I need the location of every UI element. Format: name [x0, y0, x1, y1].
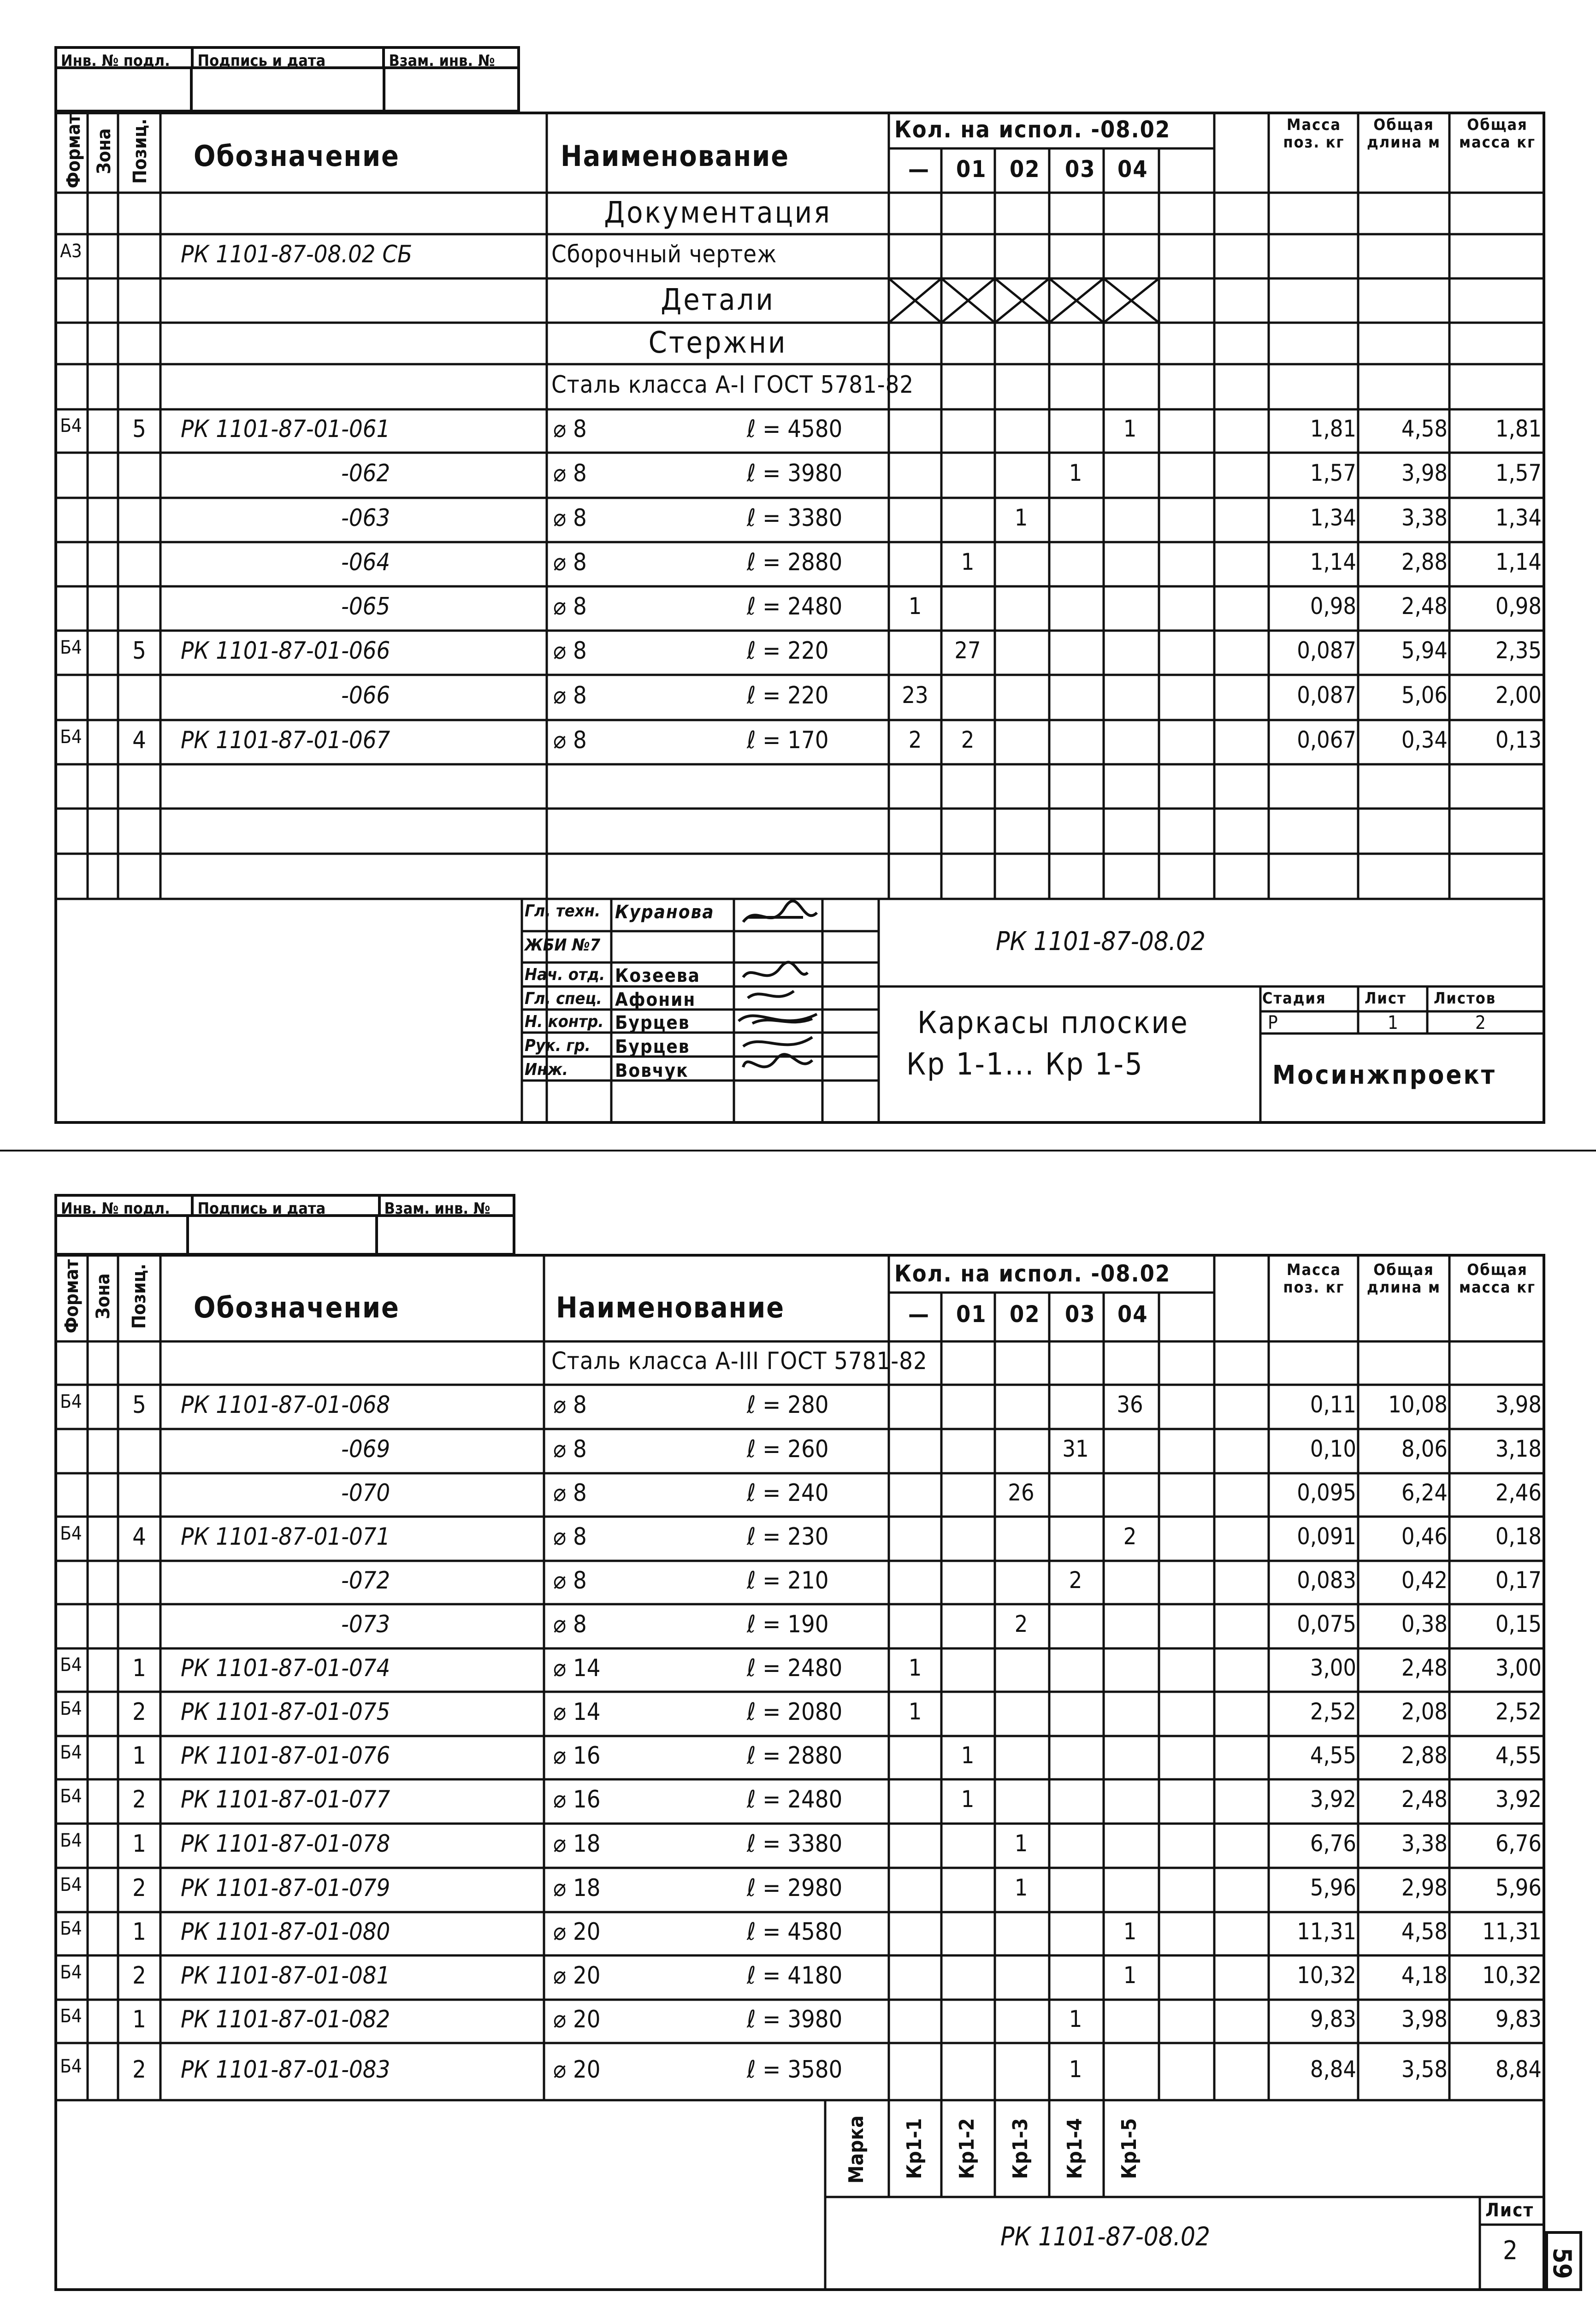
row-length-total: 4,18 [1401, 1962, 1448, 1989]
row-qty: 1 [1123, 1962, 1137, 1989]
bottom-sheet-label: Лист [1485, 2200, 1534, 2221]
row-length-total: 3,38 [1401, 1830, 1448, 1857]
title-block-sheets: 2 [1475, 1012, 1486, 1033]
row-mass: 3,92 [1310, 1786, 1356, 1813]
row-diameter: ⌀ 16 [553, 1786, 601, 1813]
header2-qty-col2: 02 [1010, 1301, 1040, 1328]
row-mass: 0,98 [1310, 593, 1356, 620]
header-name-top: Наименование [561, 139, 790, 173]
row-diameter: ⌀ 8 [553, 1435, 587, 1463]
row-qty: 1 [1014, 1830, 1028, 1857]
row-diameter: ⌀ 20 [553, 1962, 601, 1990]
title-block-sheet: 1 [1388, 1012, 1398, 1033]
row-length-total: 4,58 [1401, 415, 1448, 442]
row-length: ℓ = 170 [747, 726, 829, 754]
row-length-total: 3,38 [1401, 504, 1448, 531]
row-length: ℓ = 2480 [747, 593, 843, 620]
row-length: ℓ = 220 [747, 637, 829, 665]
row-mass-total: 0,18 [1495, 1523, 1542, 1550]
row-qty: 2 [908, 726, 922, 753]
title-block-doc: РК 1101-87-08.02 [996, 927, 1206, 957]
row-position: 4 [132, 726, 146, 754]
row-format: Б4 [60, 1830, 82, 1851]
row-designation: РК 1101-87-01-074 [181, 1654, 390, 1682]
title-block-sheet-label: Лист [1365, 989, 1407, 1008]
header-pos-top: Позиц. [130, 118, 151, 184]
row-length: ℓ = 220 [747, 682, 829, 709]
row-mass-total: 3,98 [1495, 1391, 1542, 1418]
row-position: 2 [132, 1874, 146, 1902]
header2-qty-top: Кол. на испол. -08.02 [894, 1260, 1171, 1287]
row-designation: -065 [341, 593, 390, 620]
row-diameter: ⌀ 8 [553, 1391, 587, 1419]
row-mass: 1,81 [1310, 415, 1356, 442]
row-length-total: 5,94 [1401, 637, 1448, 664]
row-mass: 1,57 [1310, 460, 1356, 486]
row-mass-total: 4,55 [1495, 1742, 1542, 1769]
row-position: 2 [132, 1786, 146, 1813]
row-mass-total: 1,34 [1495, 504, 1542, 531]
row-qty: 1 [1123, 1918, 1137, 1945]
row-designation: -066 [341, 682, 390, 709]
row-designation: РК 1101-87-08.02 СБ [181, 241, 413, 268]
row-diameter: ⌀ 8 [553, 460, 587, 487]
row-length: ℓ = 4180 [747, 1962, 843, 1990]
row-position: 1 [132, 2006, 146, 2033]
bottom-sheet-number: 2 [1503, 2236, 1518, 2266]
row-format: Б4 [60, 637, 82, 658]
row-length-total: 0,46 [1401, 1523, 1448, 1550]
stamp-inv-label: Инв. № подл. [57, 49, 194, 66]
row-length: ℓ = 2080 [747, 1698, 843, 1726]
row-format: Б4 [60, 2056, 82, 2077]
mark-4: Кр1-4 [1063, 2118, 1087, 2179]
mark-5: Кр1-5 [1117, 2118, 1141, 2179]
row-mass-total: 6,76 [1495, 1830, 1542, 1857]
row-diameter: ⌀ 8 [553, 1567, 587, 1594]
row-qty: 1 [961, 1742, 975, 1769]
row-length: ℓ = 4580 [747, 1918, 843, 1946]
row-mass-total: 11,31 [1482, 1918, 1542, 1945]
bottom-doc: РК 1101-87-08.02 [1000, 2222, 1210, 2252]
row-length-total: 2,48 [1401, 1654, 1448, 1681]
row-length: ℓ = 2980 [747, 1874, 843, 1902]
row-name: Документация [604, 196, 832, 230]
marks-label: Марка [845, 2115, 868, 2184]
header-qty-col0: — [908, 156, 930, 183]
row-mass: 11,31 [1297, 1918, 1356, 1945]
row-position: 5 [132, 1391, 146, 1419]
header-qty-col3: 03 [1065, 156, 1096, 183]
title-block-name: Бурцев [615, 1036, 690, 1057]
row-length-total: 10,08 [1388, 1391, 1448, 1418]
header-qty-col1: 01 [956, 156, 987, 183]
header2-qty-col1: 01 [956, 1301, 987, 1328]
row-designation: РК 1101-87-01-082 [181, 2006, 390, 2033]
row-position: 1 [132, 1830, 146, 1858]
header-format-top: Формат [63, 114, 84, 189]
row-diameter: ⌀ 8 [553, 1479, 587, 1507]
row-length-total: 2,48 [1401, 593, 1448, 620]
title-block-name: Бурцев [615, 1012, 690, 1033]
row-mass-total: 2,46 [1495, 1479, 1542, 1506]
row-mass: 10,32 [1297, 1962, 1356, 1989]
row-position: 5 [132, 415, 146, 443]
row-length: ℓ = 2480 [747, 1786, 843, 1813]
row-mass-total: 3,18 [1495, 1435, 1542, 1462]
row-diameter: ⌀ 18 [553, 1874, 601, 1902]
row-designation: -063 [341, 504, 390, 532]
row-position: 2 [132, 1962, 146, 1990]
row-mass-total: 2,00 [1495, 682, 1542, 709]
row-mass-total: 1,57 [1495, 460, 1542, 486]
row-diameter: ⌀ 8 [553, 637, 587, 665]
row-designation: РК 1101-87-01-075 [181, 1698, 390, 1726]
page-number: 59 [1548, 2248, 1577, 2279]
row-format: Б4 [60, 1523, 82, 1544]
row-designation: -073 [341, 1611, 390, 1638]
title-block-stage-label: Стадия [1262, 989, 1326, 1008]
row-mass: 0,10 [1310, 1435, 1356, 1462]
row-diameter: ⌀ 8 [553, 415, 587, 443]
row-length-total: 3,98 [1401, 460, 1448, 486]
row-length-total: 8,06 [1401, 1435, 1448, 1462]
row-mass-total: 3,00 [1495, 1654, 1542, 1681]
header2-total-mass: Общая масса кг [1459, 1261, 1536, 1297]
row-length-total: 0,34 [1401, 726, 1448, 753]
row-length-total: 3,98 [1401, 2006, 1448, 2032]
row-designation: РК 1101-87-01-066 [181, 637, 390, 665]
header-format-bottom: Формат [61, 1259, 83, 1334]
row-diameter: ⌀ 20 [553, 2056, 601, 2084]
row-position: 5 [132, 637, 146, 665]
row-qty: 2 [1069, 1567, 1082, 1594]
row-qty: 2 [961, 726, 975, 753]
row-position: 2 [132, 1698, 146, 1726]
row-designation: РК 1101-87-01-068 [181, 1391, 390, 1419]
row-mass: 0,11 [1310, 1391, 1356, 1418]
title-block-role: Гл. техн. [525, 902, 601, 921]
title-block-role: Гл. спец. [525, 989, 602, 1008]
row-mass: 3,00 [1310, 1654, 1356, 1681]
row-mass: 1,34 [1310, 504, 1356, 531]
header-pos-bottom: Позиц. [129, 1264, 150, 1329]
row-length: ℓ = 4580 [747, 415, 843, 443]
header-name-bottom: Наименование [556, 1291, 785, 1324]
header-qty-col4: 04 [1117, 156, 1148, 183]
row-format: Б4 [60, 415, 82, 437]
mark-1: Кр1-1 [903, 2118, 926, 2179]
row-designation: РК 1101-87-01-071 [181, 1523, 390, 1551]
row-mass: 0,095 [1297, 1479, 1356, 1506]
row-length: ℓ = 230 [747, 1523, 829, 1551]
row-diameter: ⌀ 8 [553, 1523, 587, 1551]
row-format: Б4 [60, 726, 82, 748]
header-qty-col2: 02 [1010, 156, 1040, 183]
header2-qty-col3: 03 [1065, 1301, 1096, 1328]
row-length-total: 0,38 [1401, 1611, 1448, 1637]
row-qty: 2 [1014, 1611, 1028, 1637]
row-designation: РК 1101-87-01-081 [181, 1962, 390, 1990]
row-length: ℓ = 240 [747, 1479, 829, 1507]
row-length-total: 2,48 [1401, 1786, 1448, 1813]
row-designation: РК 1101-87-01-077 [181, 1786, 390, 1813]
row-length: ℓ = 210 [747, 1567, 829, 1594]
row-diameter: ⌀ 14 [553, 1654, 601, 1682]
row-mass-total: 2,52 [1495, 1698, 1542, 1725]
row-position: 4 [132, 1523, 146, 1551]
title-block-name: Куранова [615, 902, 715, 923]
row-length: ℓ = 2480 [747, 1654, 843, 1682]
header-total-mass-top: Общая масса кг [1459, 116, 1536, 152]
row-qty: 1 [908, 1654, 922, 1681]
title-block-role: Нач. отд. [525, 965, 605, 984]
row-length-total: 4,58 [1401, 1918, 1448, 1945]
row-length: ℓ = 3380 [747, 1830, 843, 1858]
row-diameter: ⌀ 8 [553, 593, 587, 620]
row-qty: 26 [1008, 1479, 1034, 1506]
row-mass: 6,76 [1310, 1830, 1356, 1857]
row-length-total: 2,98 [1401, 1874, 1448, 1901]
title-block-stage: Р [1268, 1012, 1278, 1033]
row-length-total: 3,58 [1401, 2056, 1448, 2083]
title-block-role: Инж. [525, 1060, 568, 1079]
row-mass: 8,84 [1310, 2056, 1356, 2083]
row-length: ℓ = 3980 [747, 460, 843, 487]
row-length: ℓ = 2880 [747, 549, 843, 576]
title-block-org: Мосинжпроект [1272, 1060, 1496, 1090]
row-mass-total: 10,32 [1482, 1962, 1542, 1989]
row-diameter: ⌀ 14 [553, 1698, 601, 1726]
row-name: Стержни [648, 326, 787, 360]
row-format: Б4 [60, 1654, 82, 1676]
row-name: Детали [661, 283, 775, 317]
row-diameter: ⌀ 18 [553, 1830, 601, 1858]
row-mass-total: 9,83 [1495, 2006, 1542, 2032]
row-length: ℓ = 280 [747, 1391, 829, 1419]
row-diameter: ⌀ 8 [553, 726, 587, 754]
title-block-title2: Кр 1-1... Кр 1-5 [906, 1046, 1144, 1082]
row-mass-total: 0,17 [1495, 1567, 1542, 1594]
row-length-total: 2,08 [1401, 1698, 1448, 1725]
row-position: 1 [132, 1654, 146, 1682]
header-mass-pos-top: Масса поз. кг [1283, 116, 1345, 152]
row-position: 1 [132, 1918, 146, 1946]
row-designation: -070 [341, 1479, 390, 1507]
row-name: Сталь класса А-I ГОСТ 5781-82 [551, 371, 914, 399]
header-zone-bottom: Зона [93, 1273, 114, 1319]
row-mass: 0,067 [1297, 726, 1356, 753]
header-total-len-top: Общая длина м [1367, 116, 1441, 152]
row-format: А3 [60, 241, 82, 262]
row-qty: 1 [1123, 415, 1137, 442]
row-position: 1 [132, 1742, 146, 1770]
row-length-total: 0,42 [1401, 1567, 1448, 1594]
row-qty: 27 [954, 637, 981, 664]
row-mass-total: 8,84 [1495, 2056, 1542, 2083]
row-length: ℓ = 2880 [747, 1742, 843, 1770]
row-qty: 1 [961, 549, 975, 575]
mark-2: Кр1-2 [955, 2118, 979, 2179]
row-qty: 1 [908, 593, 922, 620]
title-block-role: ЖБИ №7 [525, 936, 601, 955]
mark-3: Кр1-3 [1009, 2118, 1032, 2179]
row-designation: РК 1101-87-01-078 [181, 1830, 390, 1858]
row-mass: 0,091 [1297, 1523, 1356, 1550]
row-mass: 1,14 [1310, 549, 1356, 575]
row-mass-total: 1,14 [1495, 549, 1542, 575]
row-mass: 0,075 [1297, 1611, 1356, 1637]
row-qty: 1 [908, 1698, 922, 1725]
row-name: Сталь класса А-III ГОСТ 5781-82 [551, 1347, 928, 1375]
row-qty: 1 [1069, 2006, 1082, 2032]
row-length: ℓ = 260 [747, 1435, 829, 1463]
row-diameter: ⌀ 8 [553, 504, 587, 532]
stamp2-inv-label: Инв. № подл. [57, 1197, 194, 1214]
row-designation: РК 1101-87-01-076 [181, 1742, 390, 1770]
row-designation: -064 [341, 549, 390, 576]
row-length: ℓ = 190 [747, 1611, 829, 1638]
row-qty: 1 [961, 1786, 975, 1813]
row-diameter: ⌀ 16 [553, 1742, 601, 1770]
header-designation-bottom: Обозначение [194, 1291, 400, 1324]
row-qty: 23 [902, 682, 928, 709]
row-qty: 1 [1069, 2056, 1082, 2083]
row-mass-total: 1,81 [1495, 415, 1542, 442]
row-mass: 4,55 [1310, 1742, 1356, 1769]
row-mass-total: 0,98 [1495, 593, 1542, 620]
header2-qty-col0: — [908, 1301, 930, 1328]
row-name: Сборочный чертеж [551, 241, 777, 268]
row-mass: 5,96 [1310, 1874, 1356, 1901]
row-format: Б4 [60, 1918, 82, 1939]
row-mass-total: 5,96 [1495, 1874, 1542, 1901]
row-diameter: ⌀ 8 [553, 1611, 587, 1638]
row-designation: РК 1101-87-01-067 [181, 726, 390, 754]
row-position: 2 [132, 2056, 146, 2084]
row-mass: 9,83 [1310, 2006, 1356, 2032]
title-block-title1: Каркасы плоские [917, 1005, 1189, 1040]
row-qty: 31 [1062, 1435, 1089, 1462]
row-mass: 0,087 [1297, 682, 1356, 709]
row-mass: 0,083 [1297, 1567, 1356, 1594]
row-format: Б4 [60, 1698, 82, 1719]
row-format: Б4 [60, 2006, 82, 2027]
row-length: ℓ = 3980 [747, 2006, 843, 2033]
stamp-signature-label: Подпись и дата [194, 49, 385, 66]
row-length: ℓ = 3380 [747, 504, 843, 532]
title-block-name: Козеева [615, 965, 700, 986]
row-diameter: ⌀ 8 [553, 549, 587, 576]
row-qty: 1 [1014, 1874, 1028, 1901]
header2-qty-col4: 04 [1117, 1301, 1148, 1328]
row-mass-total: 2,35 [1495, 637, 1542, 664]
row-mass-total: 0,13 [1495, 726, 1542, 753]
row-designation: РК 1101-87-01-079 [181, 1874, 390, 1902]
row-qty: 1 [1069, 460, 1082, 486]
row-designation: РК 1101-87-01-080 [181, 1918, 390, 1946]
row-qty: 1 [1014, 504, 1028, 531]
row-format: Б4 [60, 1874, 82, 1896]
row-length-total: 5,06 [1401, 682, 1448, 709]
title-block-sheets-label: Листов [1434, 989, 1496, 1008]
header2-mass-pos: Масса поз. кг [1283, 1261, 1345, 1297]
title-block-role: Рук. гр. [525, 1036, 591, 1055]
row-format: Б4 [60, 1962, 82, 1983]
stamp-replace-label: Взам. инв. № [389, 52, 495, 70]
header2-total-len: Общая длина м [1367, 1261, 1441, 1297]
row-mass-total: 0,15 [1495, 1611, 1542, 1637]
row-length-total: 6,24 [1401, 1479, 1448, 1506]
row-designation: РК 1101-87-01-061 [181, 415, 390, 443]
stamp2-signature-label: Подпись и дата [194, 1197, 380, 1214]
row-designation: -062 [341, 460, 390, 487]
row-designation: -072 [341, 1567, 390, 1594]
title-block-name: Афонин [615, 989, 696, 1010]
row-format: Б4 [60, 1391, 82, 1412]
row-length: ℓ = 3580 [747, 2056, 843, 2084]
row-mass: 2,52 [1310, 1698, 1356, 1725]
row-designation: РК 1101-87-01-083 [181, 2056, 390, 2084]
header-qty-top: Кол. на испол. -08.02 [894, 116, 1171, 143]
row-mass-total: 3,92 [1495, 1786, 1542, 1813]
row-length-total: 2,88 [1401, 549, 1448, 575]
row-mass: 0,087 [1297, 637, 1356, 664]
header-zone-top: Зона [94, 128, 115, 174]
title-block-role: Н. контр. [525, 1012, 604, 1031]
row-designation: -069 [341, 1435, 390, 1463]
row-format: Б4 [60, 1786, 82, 1807]
row-diameter: ⌀ 20 [553, 1918, 601, 1946]
row-qty: 2 [1123, 1523, 1137, 1550]
row-qty: 36 [1117, 1391, 1143, 1418]
row-diameter: ⌀ 8 [553, 682, 587, 709]
header-designation-top: Обозначение [194, 139, 400, 173]
row-diameter: ⌀ 20 [553, 2006, 601, 2033]
row-length-total: 2,88 [1401, 1742, 1448, 1769]
title-block-name: Вовчук [615, 1060, 689, 1081]
stamp2-replace-label: Взам. инв. № [384, 1199, 491, 1218]
row-format: Б4 [60, 1742, 82, 1763]
